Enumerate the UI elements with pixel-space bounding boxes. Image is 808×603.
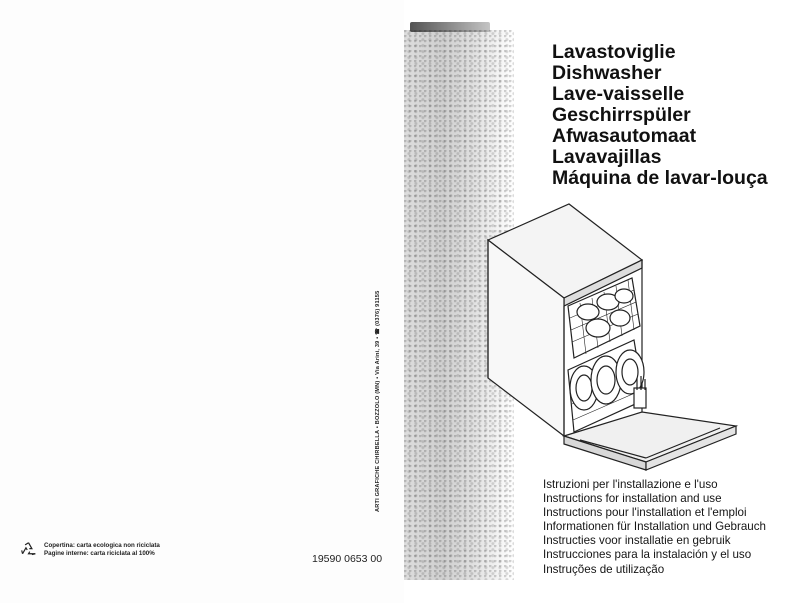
title-de: Geschirrspüler: [552, 104, 691, 126]
document-code: 19590 0653 00: [312, 553, 383, 565]
title-es: Lavavajillas: [552, 146, 662, 168]
instruction-en: Instructions for installation and use: [543, 492, 722, 506]
title-list: [552, 42, 768, 189]
paper-note-inner: Pagine interne: carta riciclata al 100%: [44, 549, 155, 557]
title-fr: Lave-vaisselle: [552, 83, 685, 105]
title-pt: Máquina de lavar-louça: [552, 167, 768, 189]
spine-top-mark: [410, 22, 490, 32]
instruction-de: Informationen für Installation und Gebrauch: [543, 520, 766, 534]
printer-imprint: ARTI GRAFICHE CHIRBELLA • BOZZOLO (MN) • Via Arini, 39 • ☎ (0376) 91155: [375, 290, 381, 512]
instruction-it: Istruzioni per l'installazione e l'uso: [543, 478, 718, 491]
title-nl: Afwasautomaat: [552, 125, 697, 147]
title-it: Lavastoviglie: [552, 41, 676, 63]
recycle-icon: [20, 541, 37, 558]
instruction-nl: Instructies voor installatie en gebruik: [543, 534, 731, 548]
paper-note-cover: Copertina: carta ecologica non riciclata: [44, 541, 160, 549]
title-en: Dishwasher: [552, 62, 662, 84]
dishwasher-icon: [484, 200, 744, 475]
instruction-fr: Instructions pour l'installation et l'emploi: [543, 506, 747, 520]
instruction-pt: Instruções de utilização: [543, 562, 665, 576]
paper-note-lines: [44, 542, 160, 558]
instruction-languages-list: [543, 478, 766, 577]
paper-note: [20, 541, 160, 558]
instruction-es: Instrucciones para la instalación y el uso: [543, 548, 752, 562]
